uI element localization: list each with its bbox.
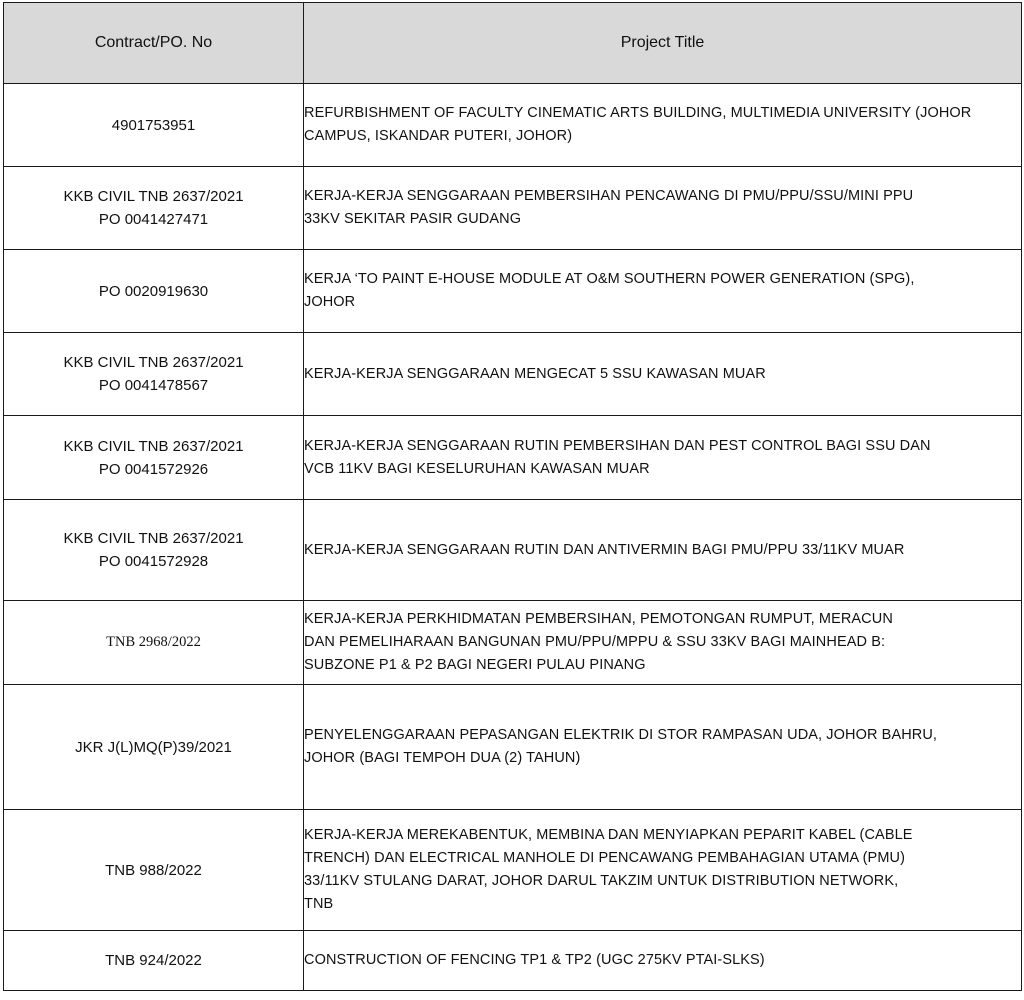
projects-table [3,2,1022,991]
project-title-cell [304,167,1022,250]
table-row [4,416,1022,500]
contract-cell [4,931,304,991]
project-title-line: KERJA-KERJA MEREKABENTUK, MEMBINA DAN MENYIAPKAN PEPARIT KABEL (CABLE [304,827,913,843]
project-title-line: KERJA-KERJA SENGGARAAN MENGECAT 5 SSU KAWASAN MUAR [304,365,766,382]
contract-cell [4,84,304,167]
contract-column-header: Contract/PO. No [4,3,304,84]
po-number: PO 0020919630 [98,282,209,300]
project-title-line: KERJA-KERJA PERKHIDMATAN PEMBERSIHAN, PEMOTONGAN RUMPUT, MERACUN [304,611,893,627]
project-title-cell [304,810,1022,931]
table-row [4,84,1022,167]
project-title-line: 33KV SEKITAR PASIR GUDANG [304,211,522,227]
project-title-cell [304,500,1022,601]
project-title-line: 33/11KV STULANG DARAT, JOHOR DARUL TAKZIM UNTUK DISTRIBUTION NETWORK, [304,873,899,889]
project-title-line: KERJA-KERJA SENGGARAAN RUTIN DAN ANTIVERMIN BAGI PMU/PPU 33/11KV MUAR [304,541,905,558]
header-row [4,3,1022,84]
table-row [4,167,1022,250]
table-row [4,333,1022,416]
contract-number: KKB CIVIL TNB 2637/2021 [63,437,244,455]
contract-number: TNB 924/2022 [105,952,202,969]
table-row [4,685,1022,810]
project-title-cell [304,84,1022,167]
project-title-line: JOHOR [304,294,356,310]
contract-cell [4,416,304,500]
contract-number: TNB 988/2022 [105,861,202,879]
project-title-cell [304,250,1022,333]
project-title-cell [304,685,1022,810]
contract-number: TNB 2968/2022 [106,634,201,650]
project-title-line: CAMPUS, ISKANDAR PUTERI, JOHOR) [304,128,573,144]
table-body [4,84,1022,991]
project-title-line: TNB [304,896,334,912]
project-title-line: DAN PEMELIHARAAN BANGUNAN PMU/PPU/MPPU & SSU 33KV BAGI MAINHEAD B: [304,634,886,650]
title-column-header: Project Title [304,3,1022,84]
contract-cell [4,500,304,601]
contract-cell [4,167,304,250]
project-title-cell [304,333,1022,416]
project-title-line: VCB 11KV BAGI KESELURUHAN KAWASAN MUAR [304,460,650,477]
project-title-line: JOHOR (BAGI TEMPOH DUA (2) TAHUN) [304,750,581,766]
po-number: PO 0041427471 [98,211,209,228]
contract-number: JKR J(L)MQ(P)39/2021 [75,738,232,756]
contract-cell [4,333,304,416]
table-row [4,250,1022,333]
po-number: PO 0041478567 [98,377,209,394]
table-row [4,810,1022,931]
contract-cell [4,685,304,810]
contract-cell [4,601,304,685]
table-row [4,931,1022,991]
po-number: PO 0041572926 [98,460,209,478]
project-title-line: KERJA-KERJA SENGGARAAN PEMBERSIHAN PENCAWANG DI PMU/PPU/SSU/MINI PPU [304,188,914,204]
contract-number: KKB CIVIL TNB 2637/2021 [63,530,244,547]
project-title-line: SUBZONE P1 & P2 BAGI NEGERI PULAU PINANG [304,657,646,673]
contract-number: KKB CIVIL TNB 2637/2021 [63,354,244,371]
contract-cell [4,810,304,931]
project-title-line: TRENCH) DAN ELECTRICAL MANHOLE DI PENCAWANG PEMBAHAGIAN UTAMA (PMU) [304,850,905,866]
project-title-cell [304,416,1022,500]
project-title-line: PENYELENGGARAAN PEPASANGAN ELEKTRIK DI STOR RAMPASAN UDA, JOHOR BAHRU, [304,727,938,743]
table-row [4,601,1022,685]
po-number: PO 0041572928 [98,553,209,570]
project-title-line: KERJA ‘TO PAINT E-HOUSE MODULE AT O&M SOUTHERN POWER GENERATION (SPG), [304,271,915,287]
contract-number: KKB CIVIL TNB 2637/2021 [63,188,244,205]
contract-number: 4901753951 [111,116,196,134]
project-title-cell [304,931,1022,991]
project-title-cell [304,601,1022,685]
project-title-line: KERJA-KERJA SENGGARAAN RUTIN PEMBERSIHAN DAN PEST CONTROL BAGI SSU DAN [304,437,931,454]
project-title-line: CONSTRUCTION OF FENCING TP1 & TP2 (UGC 275KV PTAI-SLKS) [304,952,765,968]
contract-cell [4,250,304,333]
table-row [4,500,1022,601]
project-title-line: REFURBISHMENT OF FACULTY CINEMATIC ARTS BUILDING, MULTIMEDIA UNIVERSITY (JOHOR [304,105,972,121]
